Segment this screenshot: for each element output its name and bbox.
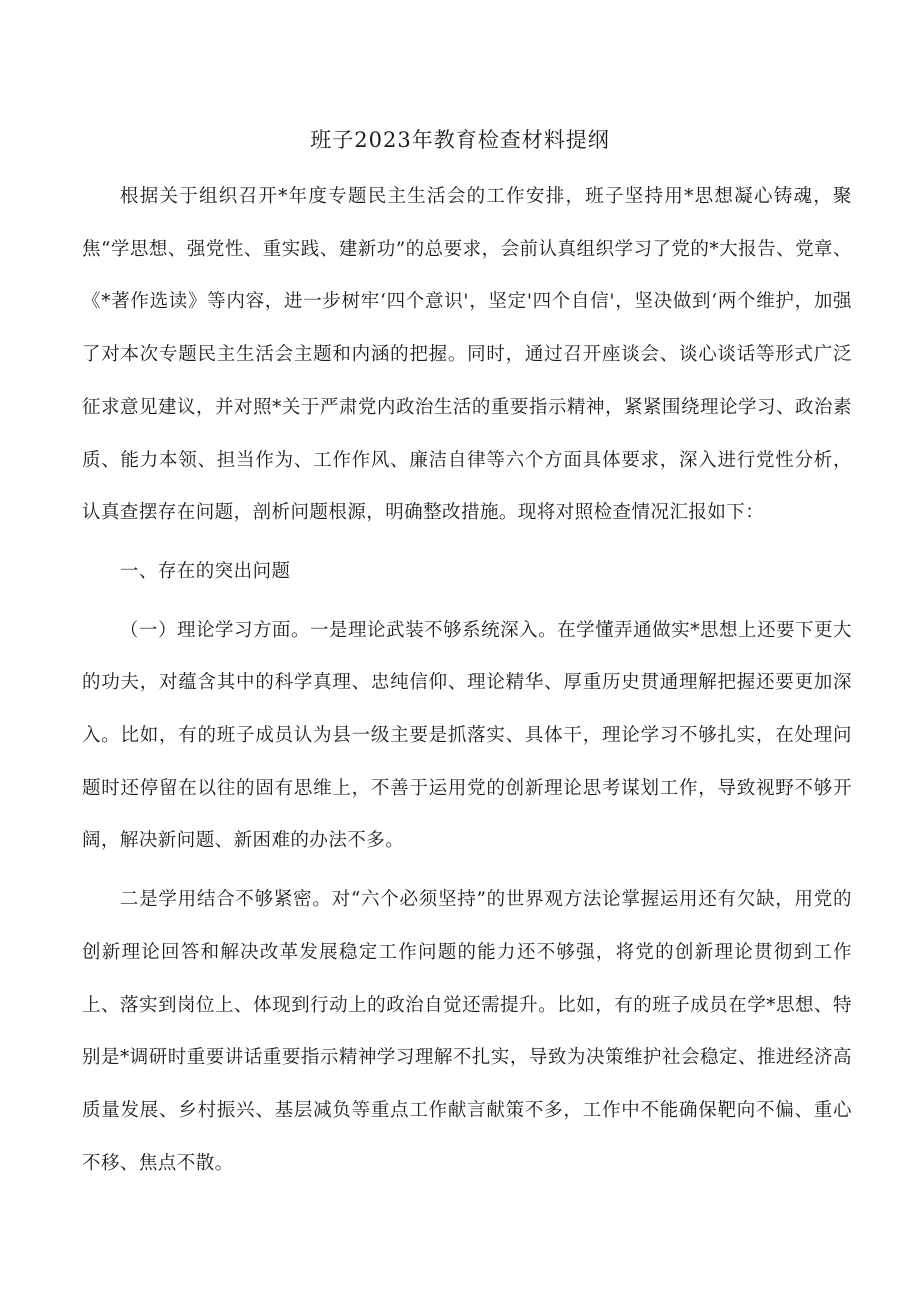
intro-paragraph: 根据关于组织召开*年度专题民主生活会的工作安排，班子坚持用*思想凝心铸魂，聚焦“学思想、强党性、重实践、建新功”的总要求，会前认真组织学习了党的*大报告、党章、《*著作选读》等内容，进一步树牢‘四个意识'，坚定'四个自信'，坚决做到‘两个维护，加强了对本次专题民主生活会主题和内涵的把握。同时，通过召开座谈会、谈心谈话等形式广泛征求意见建议，并对照*关于严肃党内政治生活的重要指示精神，紧紧围绕理论学习、政治素质、能力本领、担当作为、工作作风、廉洁自律等六个方面具体要求，深入进行党性分析，认真查摆存在问题，剖析问题根源，明确整改措施。现将对照检查情况汇报如下：: [82, 186, 852, 524]
document-body: [82, 171, 852, 1190]
section-heading: 一、存在的突出问题: [119, 560, 291, 582]
study-application-paragraph: 二是学用结合不够紧密。对“六个必须坚持”的世界观方法论掌握运用还有欠缺，用党的创新理论回答和解决改革发展稳定工作问题的能力还不够强，将党的创新理论贯彻到工作上、落实到岗位上、体现到行动上的政治自觉还需提升。比如，有的班子成员在学*思想、特别是*调研时重要讲话重要指示精神学习理解不扎实，导致为决策维护社会稳定、推进经济高质量发展、乡村振兴、基层减负等重点工作献言献策不多，工作中不能确保靶向不偏、重心不移、焦点不散。: [82, 889, 852, 1174]
document-title: 班子2023年教育检查材料提纲: [310, 128, 610, 152]
theory-study-paragraph: （一）理论学习方面。一是理论武装不够系统深入。在学懂弄通做实*思想上还要下更大的功夫，对蕴含其中的科学真理、忠纯信仰、理论精华、厚重历史贯通理解把握还要更加深入。比如，有的班子成员认为县一级主要是抓落实、具体干，理论学习不够扎实，在处理问题时还停留在以往的固有思维上，不善于运用党的创新理论思考谋划工作，导致视野不够开阔，解决新问题、新困难的办法不多。: [82, 619, 852, 852]
